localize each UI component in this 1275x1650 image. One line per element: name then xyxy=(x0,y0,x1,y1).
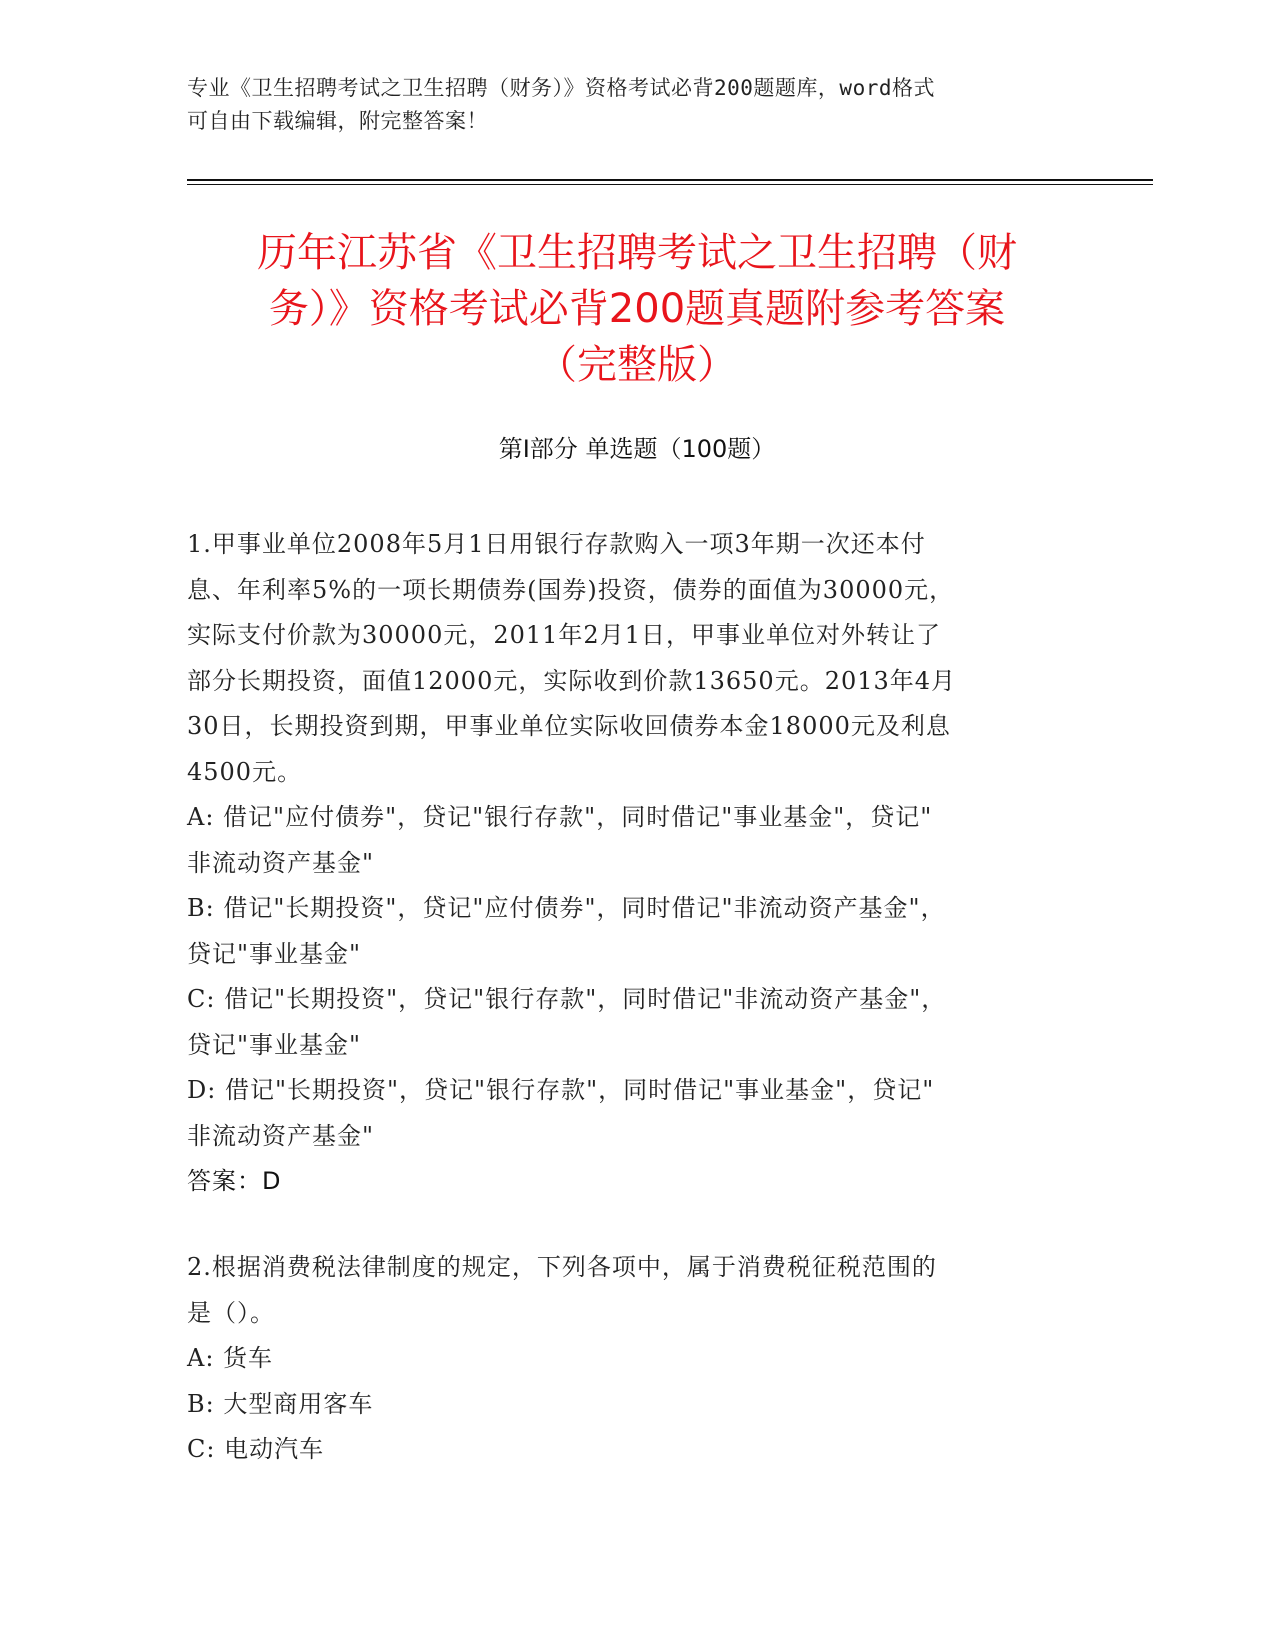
answer: 答案：D xyxy=(187,1167,282,1195)
option-a: A: 货车 xyxy=(187,1344,274,1372)
title-line: 历年江苏省《卫生招聘考试之卫生招聘（财 xyxy=(257,230,1017,276)
option-d xyxy=(187,1068,1067,1159)
title-line: （完整版） xyxy=(537,342,737,388)
header-note-line: 专业《卫生招聘考试之卫生招聘（财务）》资格考试必背200题题库，word格式 xyxy=(187,76,935,100)
option-c: C: 电动汽车 xyxy=(187,1435,325,1463)
option-b: B: 大型商用客车 xyxy=(187,1389,374,1418)
question-stem xyxy=(187,522,1067,795)
stem-line: 4500元。 xyxy=(187,757,303,786)
option-line: 非流动资产基金" xyxy=(187,848,375,877)
stem-line: 2.根据消费税法律制度的规定，下列各项中，属于消费税征税范围的 xyxy=(187,1253,937,1281)
header-divider-thick xyxy=(187,179,1153,181)
title-line: 务）》资格考试必背200题真题附参考答案 xyxy=(268,286,1006,332)
option-line: D: 借记"长期投资"，贷记"银行存款"，同时借记"事业基金"，贷记" xyxy=(187,1076,935,1104)
section-heading: 第Ⅰ部分 单选题（100题） xyxy=(498,435,776,463)
option-a xyxy=(187,795,1067,886)
option-line: A: 借记"应付债券"，贷记"银行存款"，同时借记"事业基金"，贷记" xyxy=(187,803,933,831)
stem-line: 息、年利率5%的一项长期债券(国券)投资，债券的面值为30000元， xyxy=(187,575,955,604)
stem-line: 1.甲事业单位2008年5月1日用银行存款购入一项3年期一次还本付 xyxy=(187,530,926,558)
stem-line: 是（）。 xyxy=(187,1298,275,1327)
document-title xyxy=(187,225,1087,393)
option-c xyxy=(187,977,1067,1068)
header-note-line: 可自由下载编辑，附完整答案！ xyxy=(187,109,488,133)
option-line: B: 借记"长期投资"，贷记"应付债券"，同时借记"非流动资产基金"， xyxy=(187,894,946,922)
stem-line: 实际支付价款为30000元，2011年2月1日，甲事业单位对外转让了 xyxy=(187,621,941,649)
stem-line: 30日，长期投资到期，甲事业单位实际收回债券本金18000元及利息 xyxy=(187,712,951,740)
option-line: 非流动资产基金" xyxy=(187,1121,375,1150)
option-b xyxy=(187,886,1067,977)
header-note xyxy=(187,72,1067,138)
stem-line: 部分长期投资，面值12000元，实际收到价款13650元。2013年4月 xyxy=(187,666,957,695)
option-line: 贷记"事业基金" xyxy=(187,939,362,968)
question-stem xyxy=(187,1245,1067,1336)
question-1 xyxy=(187,522,1067,1205)
option-line: 贷记"事业基金" xyxy=(187,1030,362,1059)
option-line: C: 借记"长期投资"，贷记"银行存款"，同时借记"非流动资产基金"， xyxy=(187,985,947,1013)
question-2 xyxy=(187,1245,1067,1473)
header-divider-thin xyxy=(187,184,1153,185)
